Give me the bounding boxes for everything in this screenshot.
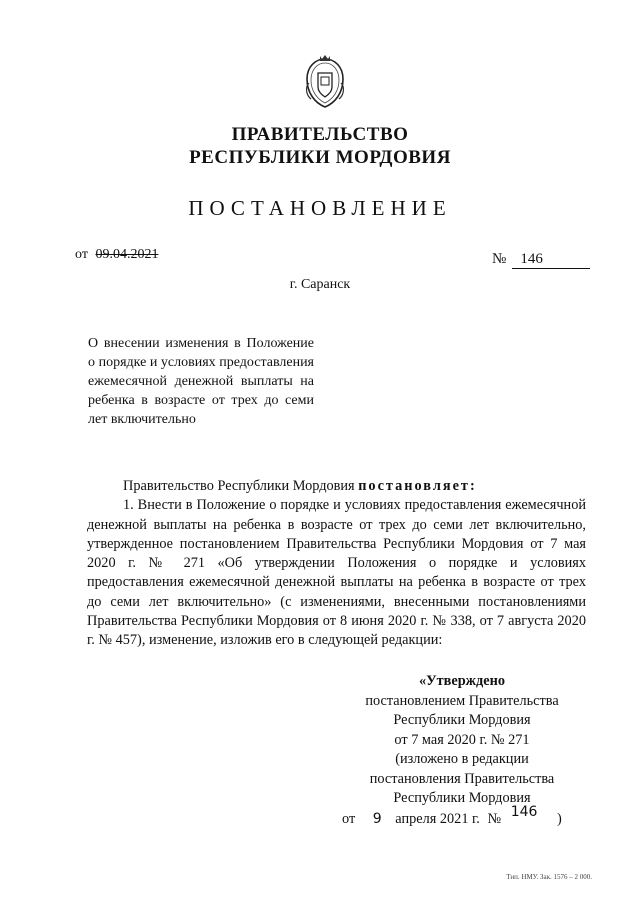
approval-close-paren: ) (557, 810, 562, 827)
approval-day: 9 (372, 810, 382, 827)
government-name-line1: ПРАВИТЕЛЬСТВО (231, 124, 409, 145)
approval-line: Республики Мордовия (393, 790, 531, 806)
subject-block: О внесении изменения в Положение о порядке и условиях предоставления ежемесячной денежной выплаты на ребенка в возрасте от трех до семи лет включительно (88, 336, 314, 427)
intro-emphasis: постановляет: (358, 478, 477, 494)
number-line (492, 251, 590, 269)
paragraph-1: 1. Внести в Положение о порядке и условиях предоставления ежемесячной денежной выплаты на ребенка в возрасте от трех до семи лет включительно, утвержденное постановлением Правительства Республики Мордовия от 7 мая 2020 г. № 271 «Об утверждении Положения о порядке и условиях предоставления ежемесячной денежной выплаты на ребенка в возрасте от трех до семи лет включительно» (с изменениями, внесенными постановлениями Правительства Республики Мордовия от 8 июня 2020 г. № 338, от 7 августа 2020 г. № 457), изменение, изложив его в следующей редакции: (87, 497, 586, 649)
approval-line: Республики Мордовия (393, 712, 531, 728)
date-line (75, 247, 158, 263)
document-type-title: ПОСТАНОВЛЕНИЕ (188, 196, 452, 220)
approval-line: (изложено в редакции (395, 751, 529, 767)
approval-from-label: от (342, 810, 356, 827)
approval-line: постановлением Правительства (365, 692, 559, 709)
number-value: 146 (512, 251, 590, 269)
main-body (87, 477, 586, 651)
date-value: 09.04.2021 (95, 247, 159, 262)
approval-number: 146 (510, 803, 538, 820)
date-prefix: от (75, 247, 88, 262)
approval-date-line (338, 803, 586, 830)
approval-line: постановления Правительства (369, 770, 555, 787)
approval-block (338, 672, 586, 829)
coat-of-arms-emblem (301, 53, 349, 109)
intro-text: Правительство Республики Мордовия (123, 478, 355, 494)
approval-line: от 7 мая 2020 г. № 271 (394, 731, 530, 748)
city: г. Саранск (289, 277, 351, 292)
intro-paragraph (87, 477, 586, 496)
number-prefix: № (492, 251, 507, 267)
approval-head: «Утверждено (418, 673, 505, 689)
printer-mark: Тип. НМУ. Зак. 1576 – 2 000. (506, 873, 592, 881)
approval-num-label: № (487, 810, 502, 827)
approval-month-year: апреля 2021 г. (395, 810, 480, 827)
government-name-line2: РЕСПУБЛИКИ МОРДОВИЯ (189, 147, 451, 168)
